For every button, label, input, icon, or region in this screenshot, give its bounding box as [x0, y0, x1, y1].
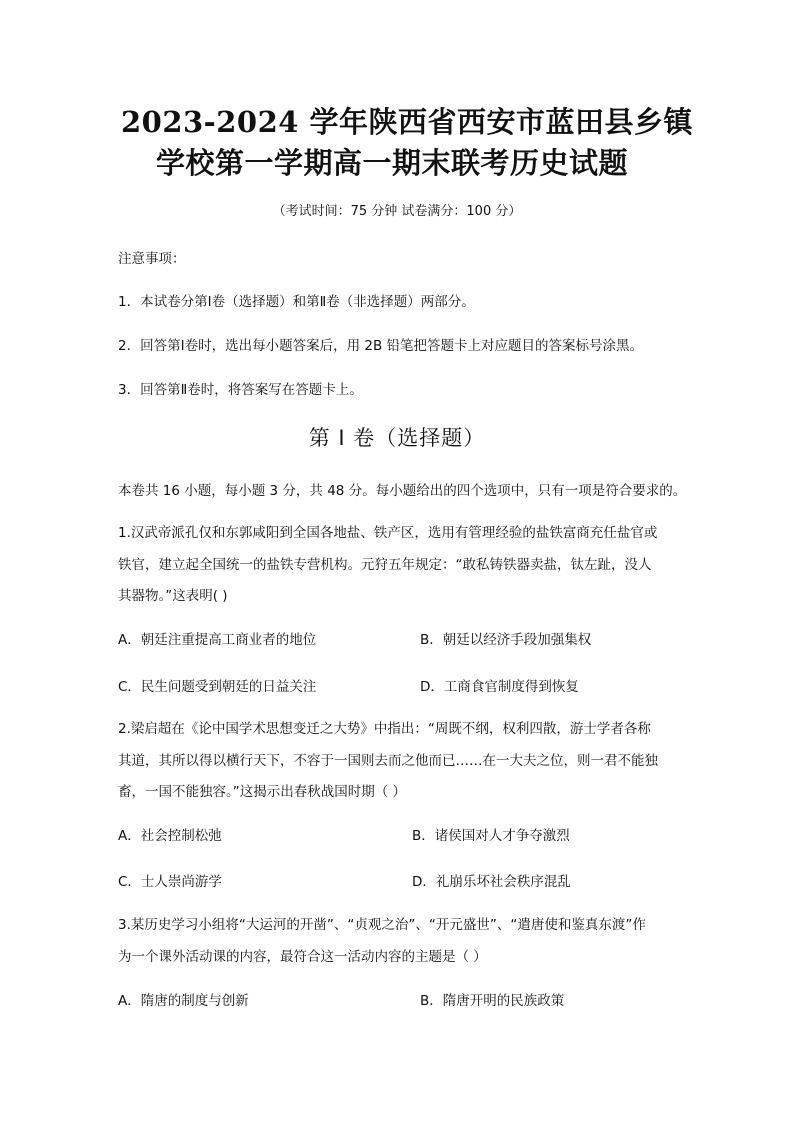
- question-1-option-c: C．民生问题受到朝廷的日益关注: [118, 679, 317, 695]
- question-2-option-c: C．士人崇尚游学: [118, 874, 222, 890]
- question-2-line-2: 其道，其所以得以横行天下，不容于一国则去而之他而已……在一大夫之位，则一君不能独: [118, 753, 658, 769]
- question-1-line-3: 其器物。”这表明( ): [118, 588, 228, 604]
- question-1-line-2: 铁官，建立起全国统一的盐铁专营机构。元狩五年规定：“敢私铸铁器卖盐，钛左趾，没人: [118, 557, 652, 573]
- question-1-line-1: 1.汉武帝派孔仅和东郭咸阳到全国各地盐、铁产区，选用有管理经验的盐铁富商充任盐官或: [118, 525, 658, 541]
- question-1-option-d: D．工商食官制度得到恢复: [420, 679, 579, 695]
- note-item-2: 2．回答第Ⅰ卷时，选出每小题答案后，用 2B 铅笔把答题卡上对应题目的答案标号涂黑。: [118, 338, 644, 354]
- question-3-line-2: 为一个课外活动课的内容，最符合这一活动内容的主题是（ ）: [118, 949, 487, 965]
- question-2-option-b: B．诸侯国对人才争夺激烈: [412, 828, 570, 844]
- question-3-line-1: 3.某历史学习小组将“大运河的开凿”、“贞观之治”、“开元盛世”、“遣唐使和鉴真东渡”作: [118, 917, 646, 933]
- notes-heading: 注意事项：: [118, 251, 186, 267]
- question-2-line-1: 2.梁启超在《论中国学术思想变迁之大势》中指出：“周既不纲，权利四散，游士学者各称: [118, 721, 651, 737]
- exam-title-line-1: 2023-2024 学年陕西省西安市蓝田县乡镇: [120, 105, 694, 139]
- question-2-option-a: A．社会控制松弛: [118, 828, 222, 844]
- note-item-3: 3．回答第Ⅱ卷时，将答案写在答题卡上。: [118, 382, 363, 398]
- section-instruction: 本卷共 16 小题，每小题 3 分，共 48 分。每小题给出的四个选项中，只有一项是符合要求的。: [118, 483, 687, 499]
- question-1-option-a: A．朝廷注重提高工商业者的地位: [118, 632, 317, 648]
- question-1-option-b: B．朝廷以经济手段加强集权: [420, 632, 592, 648]
- section-title: 第 I 卷（选择题）: [308, 426, 486, 450]
- exam-title-line-2: 学校第一学期高一期末联考历史试题: [155, 146, 628, 180]
- question-3-option-b: B．隋唐开明的民族政策: [420, 993, 565, 1009]
- question-2-line-3: 畜，一国不能独容。”这揭示出春秋战国时期（ ）: [118, 784, 407, 800]
- question-3-option-a: A．隋唐的制度与创新: [118, 993, 249, 1009]
- note-item-1: 1．本试卷分第Ⅰ卷（选择题）和第Ⅱ卷（非选择题）两部分。: [118, 294, 475, 310]
- exam-info: （考试时间：75 分钟 试卷满分：100 分）: [272, 204, 522, 219]
- question-2-option-d: D．礼崩乐坏社会秩序混乱: [412, 874, 571, 890]
